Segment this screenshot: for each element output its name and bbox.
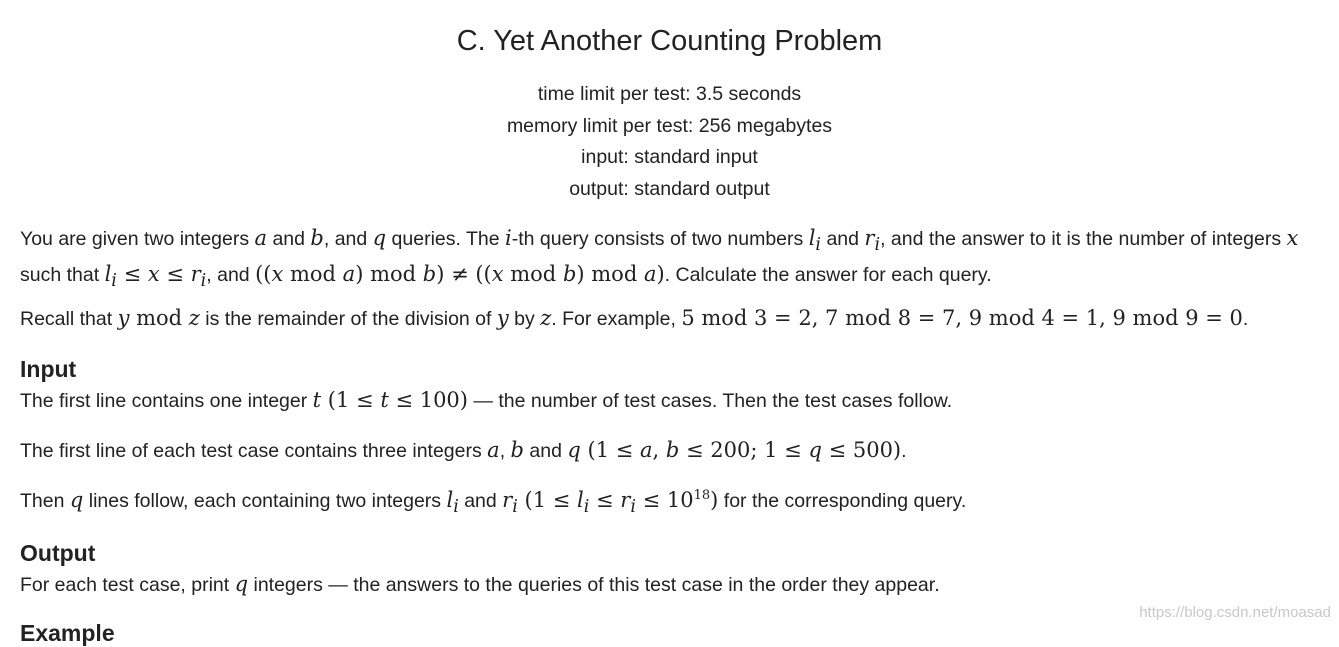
output-heading: Output bbox=[20, 540, 96, 566]
time-limit: time limit per test: 3.5 seconds bbox=[537, 83, 802, 105]
input-line-2: The first line of each test case contains three integers a, b and q (1 ≤ a, b ≤ 200; 1 ≤ q ≤ 500). bbox=[20, 438, 907, 462]
statement-paragraph-1: You are given two integers a and b, and q queries. The i-th query consists of two numbers $l_i$ and $r_i$, and the answer to it is the number of integers x such that $l_i \le x \le r_i$, and ((x mod a) mod b) ≠ ((x mod b) mod a). Calculate the answer for each query. bbox=[20, 226, 1299, 292]
input-line-1: The first line contains one integer t (1 ≤ t ≤ 100) — the number of test cases. Then the test cases follow. bbox=[20, 388, 953, 412]
output-line-1: For each test case, print q integers — the answers to the queries of this test case in the order they appear. bbox=[20, 572, 940, 596]
watermark: https://blog.csdn.net/moasad bbox=[1139, 604, 1331, 621]
input-heading: Input bbox=[20, 356, 77, 382]
problem-title: C. Yet Another Counting Problem bbox=[456, 25, 883, 57]
output-target: output: standard output bbox=[569, 177, 770, 200]
example-heading: Example bbox=[20, 620, 115, 646]
memory-limit: memory limit per test: 256 megabytes bbox=[506, 114, 833, 137]
problem-limits bbox=[0, 79, 1339, 205]
input-line-3: Then q lines follow, each containing two integers $l_i$ and $r_i$ $(1 \le l_i \le r_i \le 10^{18})$ for the corresponding query. bbox=[20, 488, 967, 518]
input-source: input: standard input bbox=[581, 146, 758, 168]
statement-paragraph-2: Recall that y mod z is the remainder of the division of y by z. For example, 5 mod 3 = 2, 7 mod 8 = 7, 9 mod 4 = 1, 9 mod 9 = 0. bbox=[20, 306, 1249, 330]
